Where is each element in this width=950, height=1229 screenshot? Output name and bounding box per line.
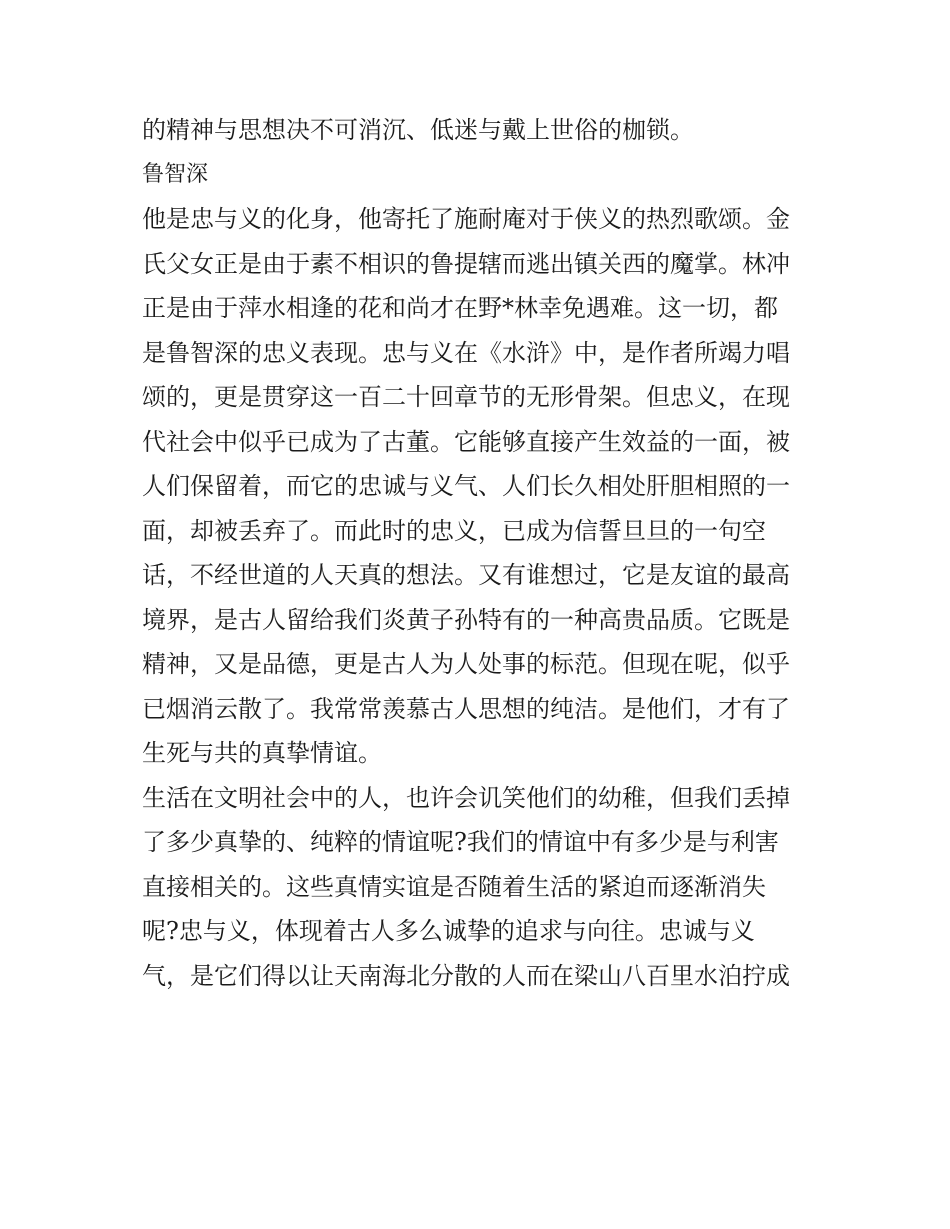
- text-line: 面，却被丢弃了。而此时的忠义，已成为信誓旦旦的一句空: [142, 516, 766, 545]
- text-line: 精神，又是品德，更是古人为人处事的标范。但现在呢，似乎: [142, 650, 790, 678]
- text-line: 正是由于萍水相逢的花和尚才在野*林幸免遇难。这一切，都: [142, 294, 778, 322]
- text-line: 人们保留着，而它的忠诚与义气、人们长久相处肝胆相照的一: [142, 472, 790, 500]
- text-line: 了多少真挚的、纯粹的情谊呢?我们的情谊中有多少是与利害: [142, 828, 779, 856]
- text-line: 代社会中似乎已成为了古董。它能够直接产生效益的一面，被: [142, 427, 790, 456]
- document-body: [142, 108, 822, 998]
- text-line: 是鲁智深的忠义表现。忠与义在《水浒》中，是作者所竭力唱: [142, 338, 790, 367]
- text-line: 呢?忠与义，体现着古人多么诚挚的追求与向往。忠诚与义: [142, 917, 755, 945]
- text-line: 的精神与思想决不可消沉、低迷与戴上世俗的枷锁。: [142, 116, 694, 144]
- section-heading: 鲁智深: [142, 161, 209, 187]
- text-line: 氏父女正是由于素不相识的鲁提辖而逃出镇关西的魔掌。林冲: [142, 249, 790, 278]
- text-line: 直接相关的。这些真情实谊是否随着生活的紧迫而逐渐消失: [142, 872, 766, 901]
- text-line: 气，是它们得以让天南海北分散的人而在梁山八百里水泊拧成: [142, 961, 790, 990]
- text-line: 颂的，更是贯穿这一百二十回章节的无形骨架。但忠义，在现: [142, 383, 790, 411]
- text-line: 他是忠与义的化身，他寄托了施耐庵对于侠义的热烈歌颂。金: [142, 205, 790, 233]
- text-line: 生活在文明社会中的人，也许会讥笑他们的幼稚，但我们丢掉: [142, 783, 790, 812]
- text-line: 话，不经世道的人天真的想法。又有谁想过，它是友谊的最高: [142, 561, 790, 589]
- text-line: 生死与共的真挚情谊。: [142, 739, 382, 767]
- text-line: 已烟消云散了。我常常羡慕古人思想的纯洁。是他们，才有了: [142, 694, 790, 723]
- text-line: 境界，是古人留给我们炎黄子孙特有的一种高贵品质。它既是: [142, 605, 790, 634]
